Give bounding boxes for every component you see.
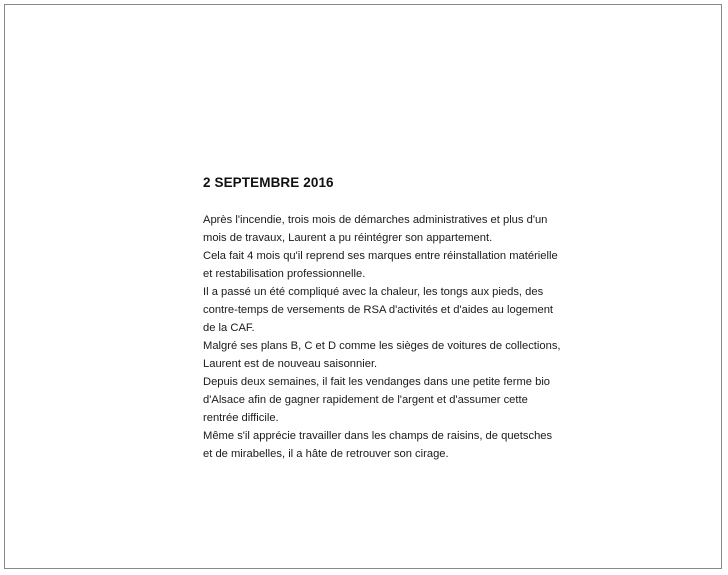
text-line: Après l'incendie, trois mois de démarches administratives et plus d'un <box>203 214 548 226</box>
page-frame <box>4 4 722 569</box>
text-line: d'Alsace afin de gagner rapidement de l'argent et d'assumer cette <box>203 394 528 406</box>
text-line: Même s'il apprécie travailler dans les champs de raisins, de quetsches <box>203 430 553 442</box>
body-text <box>203 211 593 463</box>
text-line: rentrée difficile. <box>203 412 279 424</box>
text-line: et restabilisation professionnelle. <box>203 268 366 280</box>
text-line: Laurent est de nouveau saisonnier. <box>203 358 378 370</box>
text-line: Depuis deux semaines, il fait les vendanges dans une petite ferme bio <box>203 376 551 388</box>
text-line: et de mirabelles, il a hâte de retrouver son cirage. <box>203 448 449 460</box>
text-block <box>203 175 593 463</box>
text-line: de la CAF. <box>203 322 255 334</box>
text-line: Il a passé un été compliqué avec la chaleur, les tongs aux pieds, des <box>203 286 544 298</box>
text-line: mois de travaux, Laurent a pu réintégrer son appartement. <box>203 232 493 244</box>
date-heading: 2 SEPTEMBRE 2016 <box>203 175 334 190</box>
text-line: Malgré ses plans B, C et D comme les sièges de voitures de collections, <box>203 340 561 352</box>
text-line: contre-temps de versements de RSA d'activités et d'aides au logement <box>203 304 554 316</box>
text-line: Cela fait 4 mois qu'il reprend ses marques entre réinstallation matérielle <box>203 250 558 262</box>
